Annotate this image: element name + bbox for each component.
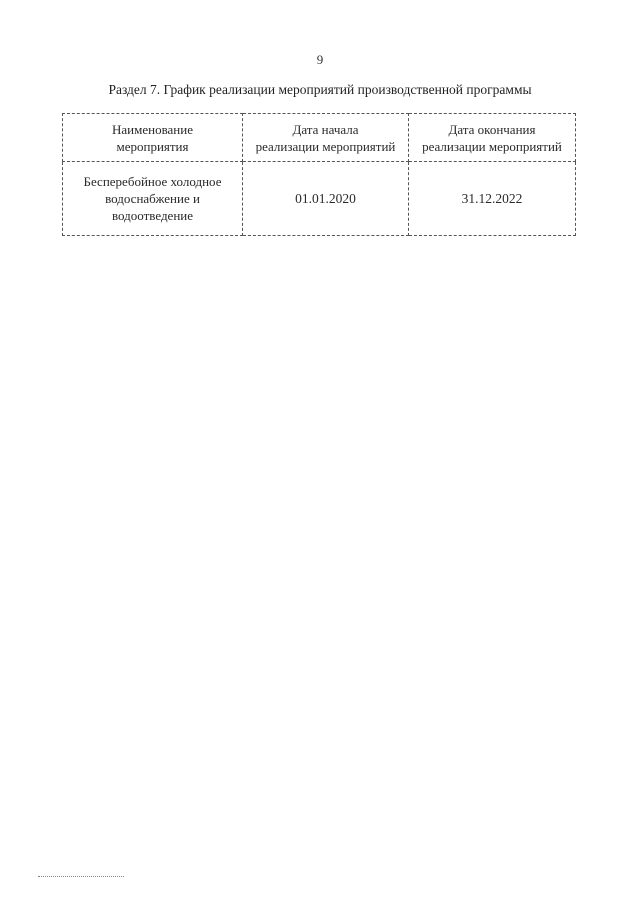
header-line: мероприятия <box>116 138 189 154</box>
table-header-row <box>63 114 576 162</box>
event-name-line: водоотведение <box>111 208 194 223</box>
header-line: Наименование <box>112 121 193 137</box>
event-name-cell <box>63 162 243 236</box>
table-row <box>63 162 576 236</box>
end-date-cell: 31.12.2022 <box>409 162 576 236</box>
section-title: Раздел 7. График реализации мероприятий производственной программы <box>108 82 532 97</box>
header-line: реализации мероприятий <box>422 138 562 154</box>
header-line: Дата начала <box>292 121 359 137</box>
event-name-line: Бесперебойное холодное <box>83 174 222 189</box>
header-start-date <box>243 114 409 162</box>
scan-edge-mark <box>38 876 124 877</box>
header-line: реализации мероприятий <box>255 138 396 154</box>
schedule-table <box>62 113 576 236</box>
header-line: Дата окончания <box>448 121 536 137</box>
start-date-cell: 01.01.2020 <box>243 162 409 236</box>
page-number: 9 <box>316 52 324 67</box>
header-end-date <box>409 114 576 162</box>
header-event-name <box>63 114 243 162</box>
event-name-line: водоснабжение и <box>105 191 200 206</box>
